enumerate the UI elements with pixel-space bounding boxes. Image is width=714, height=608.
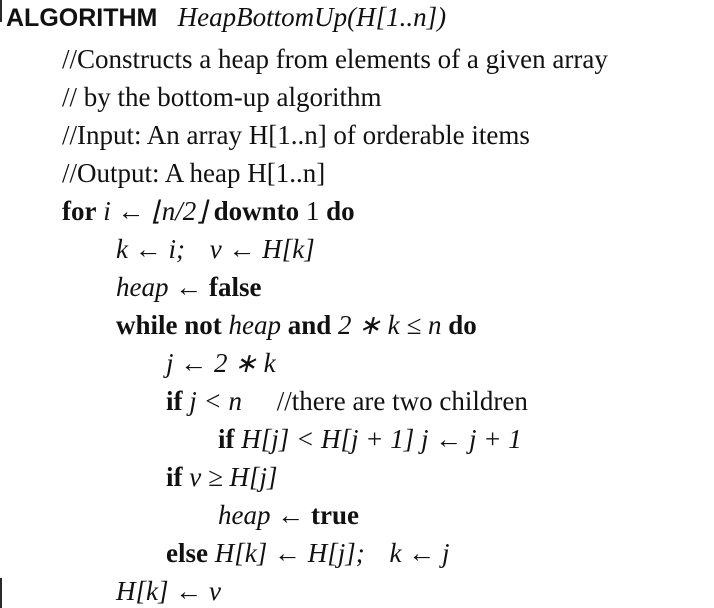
if-children-line [166,386,528,416]
else-line [166,538,450,568]
compare-condition: H[j] < H[j + 1] [241,424,415,454]
true-keyword: true [310,500,359,530]
for-keyword: for [62,196,97,226]
do-keyword: do [326,196,355,226]
for-loop-line [62,196,355,226]
loop-start: ⌊n/2⌋ [151,196,207,226]
heap-variable: heap [116,272,169,302]
comment-line-4: //Output: A heap H[1..n] [62,158,326,188]
algorithm-name: HeapBottomUp [177,2,348,32]
assign-arrow: ← [277,500,305,530]
children-comment: //there are two children [276,386,528,416]
algorithm-signature: (H[1..n]) [347,2,447,32]
algorithm-header [6,2,446,33]
assign-arrow: ← [117,196,145,226]
while-line [116,310,477,340]
else-keyword: else [166,538,208,568]
comment-line-3: //Input: An array H[1..n] of orderable items [62,120,530,150]
if-keyword: if [166,386,183,416]
heap-variable: heap [218,500,271,530]
while-condition: 2 ∗ k ≤ n [338,310,442,340]
downto-keyword: downto [213,196,300,226]
heap-check-condition: v ≥ H[j] [189,462,278,492]
algorithm-keyword: ALGORITHM [6,4,158,32]
heap-false-line [116,272,261,302]
assign-j-line: j ← 2 ∗ k [166,348,276,378]
and-keyword: and [287,310,332,340]
assign-arrow: ← [175,272,203,302]
if-condition: j < n [189,386,242,416]
if-keyword: if [166,462,183,492]
if-keyword: if [218,424,235,454]
comment-line-1: //Constructs a heap from elements of a given array [62,44,608,74]
else-assign-k: k ← j [389,538,450,568]
false-keyword: false [208,272,262,302]
loop-end: 1 [305,196,320,226]
if-compare-line [218,424,522,454]
left-margin-bar-bottom [0,578,2,608]
loop-variable: i [103,196,111,226]
left-margin-bar [0,0,2,22]
assign-v: v ← H[k] [209,234,315,264]
final-assign-line: H[k] ← v [116,576,221,606]
heap-true-line [218,500,359,530]
do-keyword: do [448,310,477,340]
init-line [116,234,315,264]
heap-variable: heap [228,310,281,340]
else-assign-hk: H[k] ← H[j]; [214,538,365,568]
assign-k: k ← i; [116,234,185,264]
comment-line-2: // by the bottom-up algorithm [62,82,382,112]
while-not-keyword: while not [116,310,222,340]
increment-j: j ← j + 1 [420,424,522,454]
if-heap-check-line [166,462,278,492]
